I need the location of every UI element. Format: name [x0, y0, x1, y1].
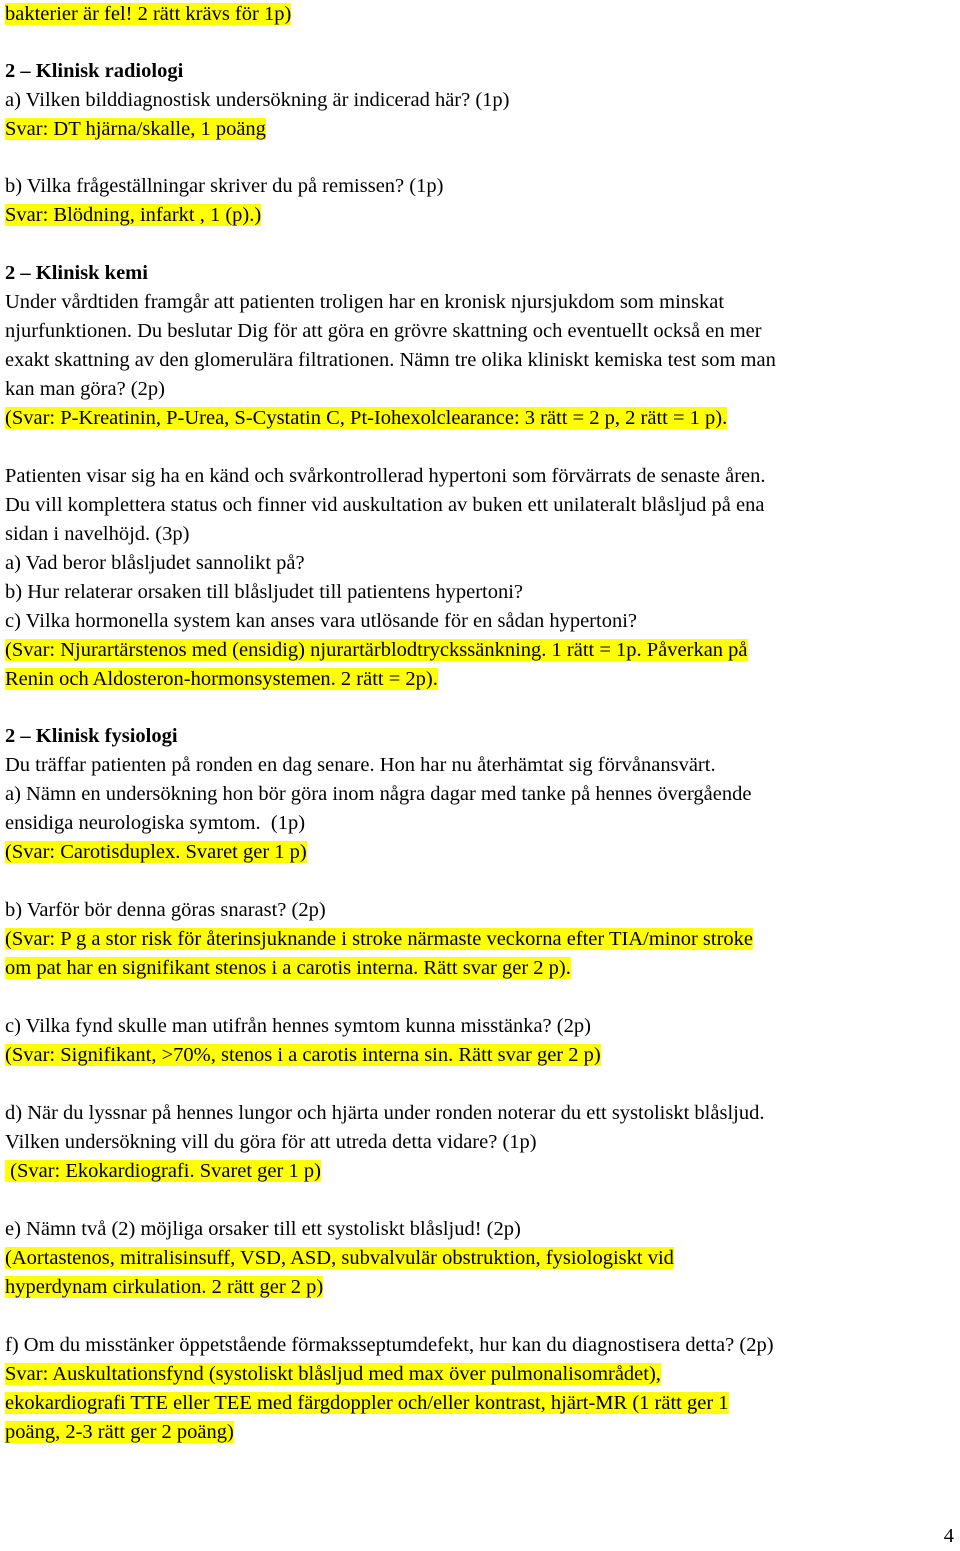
- line-text: b) Vilka frågeställningar skriver du på remissen? (1p): [5, 175, 444, 197]
- text-line: [5, 780, 751, 809]
- line-text: poäng, 2-3 rätt ger 2 poäng): [5, 1421, 234, 1443]
- text-line: [5, 462, 766, 491]
- line-text: c) Vilka fynd skulle man utifrån hennes symtom kunna misstänka? (2p): [5, 1015, 591, 1037]
- line-text: 2 – Klinisk kemi: [5, 262, 148, 284]
- line-text: a) Vilken bilddiagnostisk undersökning är indicerad här? (1p): [5, 89, 510, 111]
- text-line: [5, 375, 165, 404]
- line-text: c) Vilka hormonella system kan anses vara utlösande för en sådan hypertoni?: [5, 610, 637, 632]
- line-text: (Aortastenos, mitralisinsuff, VSD, ASD, subvalvulär obstruktion, fysiologiskt vid: [5, 1247, 674, 1269]
- answer-line: [5, 1360, 661, 1389]
- text-line: [5, 1012, 591, 1041]
- text-line: [5, 1099, 764, 1128]
- line-text: Du träffar patienten på ronden en dag senare. Hon har nu återhämtat sig förvånansvärt.: [5, 754, 716, 776]
- line-text: f) Om du misstänker öppetstående förmaksseptumdefekt, hur kan du diagnostisera detta? (2p): [5, 1334, 774, 1356]
- answer-line: [5, 404, 727, 433]
- line-text: d) När du lyssnar på hennes lungor och hjärta under ronden noterar du ett systoliskt blåsljud.: [5, 1102, 765, 1124]
- line-text: Patienten visar sig ha en känd och svårkontrollerad hypertoni som förvärrats de senaste åren.: [5, 465, 766, 487]
- line-text: b) Varför bör denna göras snarast? (2p): [5, 899, 326, 921]
- text-line: [5, 1215, 521, 1244]
- line-text: hyperdynam cirkulation. 2 rätt ger 2 p): [5, 1276, 324, 1298]
- line-text: kan man göra? (2p): [5, 378, 165, 400]
- line-text: (Svar: Carotisduplex. Svaret ger 1 p): [5, 841, 307, 863]
- text-line: [5, 809, 305, 838]
- text-line: [5, 896, 326, 925]
- answer-line: [5, 1273, 323, 1302]
- text-line: [5, 172, 443, 201]
- answer-line: [5, 1244, 674, 1273]
- line-text: Svar: DT hjärna/skalle, 1 poäng: [5, 118, 266, 140]
- line-text: ekokardiografi TTE eller TEE med färgdoppler och/eller kontrast, hjärt-MR (1 rätt ger 1: [5, 1392, 729, 1414]
- text-line: [5, 520, 189, 549]
- line-text: om pat har en signifikant stenos i a carotis interna. Rätt svar ger 2 p).: [5, 957, 571, 979]
- answer-line: [5, 0, 291, 29]
- line-text: (Svar: P g a stor risk för återinsjuknande i stroke närmaste veckorna efter TIA/minor stroke: [5, 928, 754, 950]
- line-text: bakterier är fel! 2 rätt krävs för 1p): [5, 3, 292, 25]
- line-text: Renin och Aldosteron-hormonsystemen. 2 rätt = 2p).: [5, 668, 438, 690]
- answer-line: [5, 201, 261, 230]
- answer-line: [5, 925, 753, 954]
- line-text: 2 – Klinisk fysiologi: [5, 725, 178, 747]
- line-text: Vilken undersökning vill du göra för att utreda detta vidare? (1p): [5, 1131, 537, 1153]
- line-text: a) Vad beror blåsljudet sannolikt på?: [5, 552, 305, 574]
- answer-line: [5, 954, 571, 983]
- line-text: (Svar: P-Kreatinin, P-Urea, S-Cystatin C, Pt-Iohexolclearance: 3 rätt = 2 p, 2 rätt = 1 p).: [5, 407, 728, 429]
- answer-line: [5, 838, 307, 867]
- text-line: [5, 607, 637, 636]
- text-line: [5, 346, 776, 375]
- line-text: Du vill komplettera status och finner vid auskultation av buken ett unilateralt blåsljud på ena: [5, 494, 765, 516]
- text-line: [5, 549, 305, 578]
- answer-line: [5, 115, 266, 144]
- text-line: [5, 578, 523, 607]
- line-text: a) Nämn en undersökning hon bör göra inom några dagar med tanke på hennes övergående: [5, 783, 752, 805]
- text-line: [5, 317, 762, 346]
- line-text: (Svar: Ekokardiografi. Svaret ger 1 p): [5, 1160, 321, 1182]
- answer-line: [5, 665, 438, 694]
- answer-line: [5, 636, 748, 665]
- text-line: [5, 1128, 537, 1157]
- page-number: 4: [943, 1525, 954, 1547]
- line-text: (Svar: Signifikant, >70%, stenos i a carotis interna sin. Rätt svar ger 2 p): [5, 1044, 601, 1066]
- answer-line: [5, 1389, 729, 1418]
- section-heading: [5, 722, 178, 751]
- line-text: b) Hur relaterar orsaken till blåsljudet till patientens hypertoni?: [5, 581, 524, 603]
- section-heading: [5, 259, 148, 288]
- line-text: Svar: Auskultationsfynd (systoliskt blåsljud med max över pulmonalisområdet),: [5, 1363, 661, 1385]
- line-text: sidan i navelhöjd. (3p): [5, 523, 190, 545]
- line-text: exakt skattning av den glomerulära filtrationen. Nämn tre olika kliniskt kemiska test som man: [5, 349, 776, 371]
- answer-line: [5, 1041, 601, 1070]
- line-text: ensidiga neurologiska symtom. (1p): [5, 812, 306, 834]
- line-text: njurfunktionen. Du beslutar Dig för att göra en grövre skattning och eventuellt också en mer: [5, 320, 762, 342]
- line-text: e) Nämn två (2) möjliga orsaker till ett systoliskt blåsljud! (2p): [5, 1218, 521, 1240]
- answer-line: [5, 1418, 234, 1447]
- text-line: [5, 86, 510, 115]
- line-text: Svar: Blödning, infarkt , 1 (p).): [5, 204, 262, 226]
- line-text: Under vårdtiden framgår att patienten troligen har en kronisk njursjukdom som minskat: [5, 291, 725, 313]
- answer-line: [5, 1157, 321, 1186]
- text-line: [5, 491, 764, 520]
- text-line: [5, 751, 716, 780]
- text-line: [5, 1331, 774, 1360]
- text-line: [5, 288, 724, 317]
- line-text: 2 – Klinisk radiologi: [5, 60, 184, 82]
- section-heading: [5, 57, 183, 86]
- line-text: (Svar: Njurartärstenos med (ensidig) njurartärblodtryckssänkning. 1 rätt = 1p. Påverkan på: [5, 639, 748, 661]
